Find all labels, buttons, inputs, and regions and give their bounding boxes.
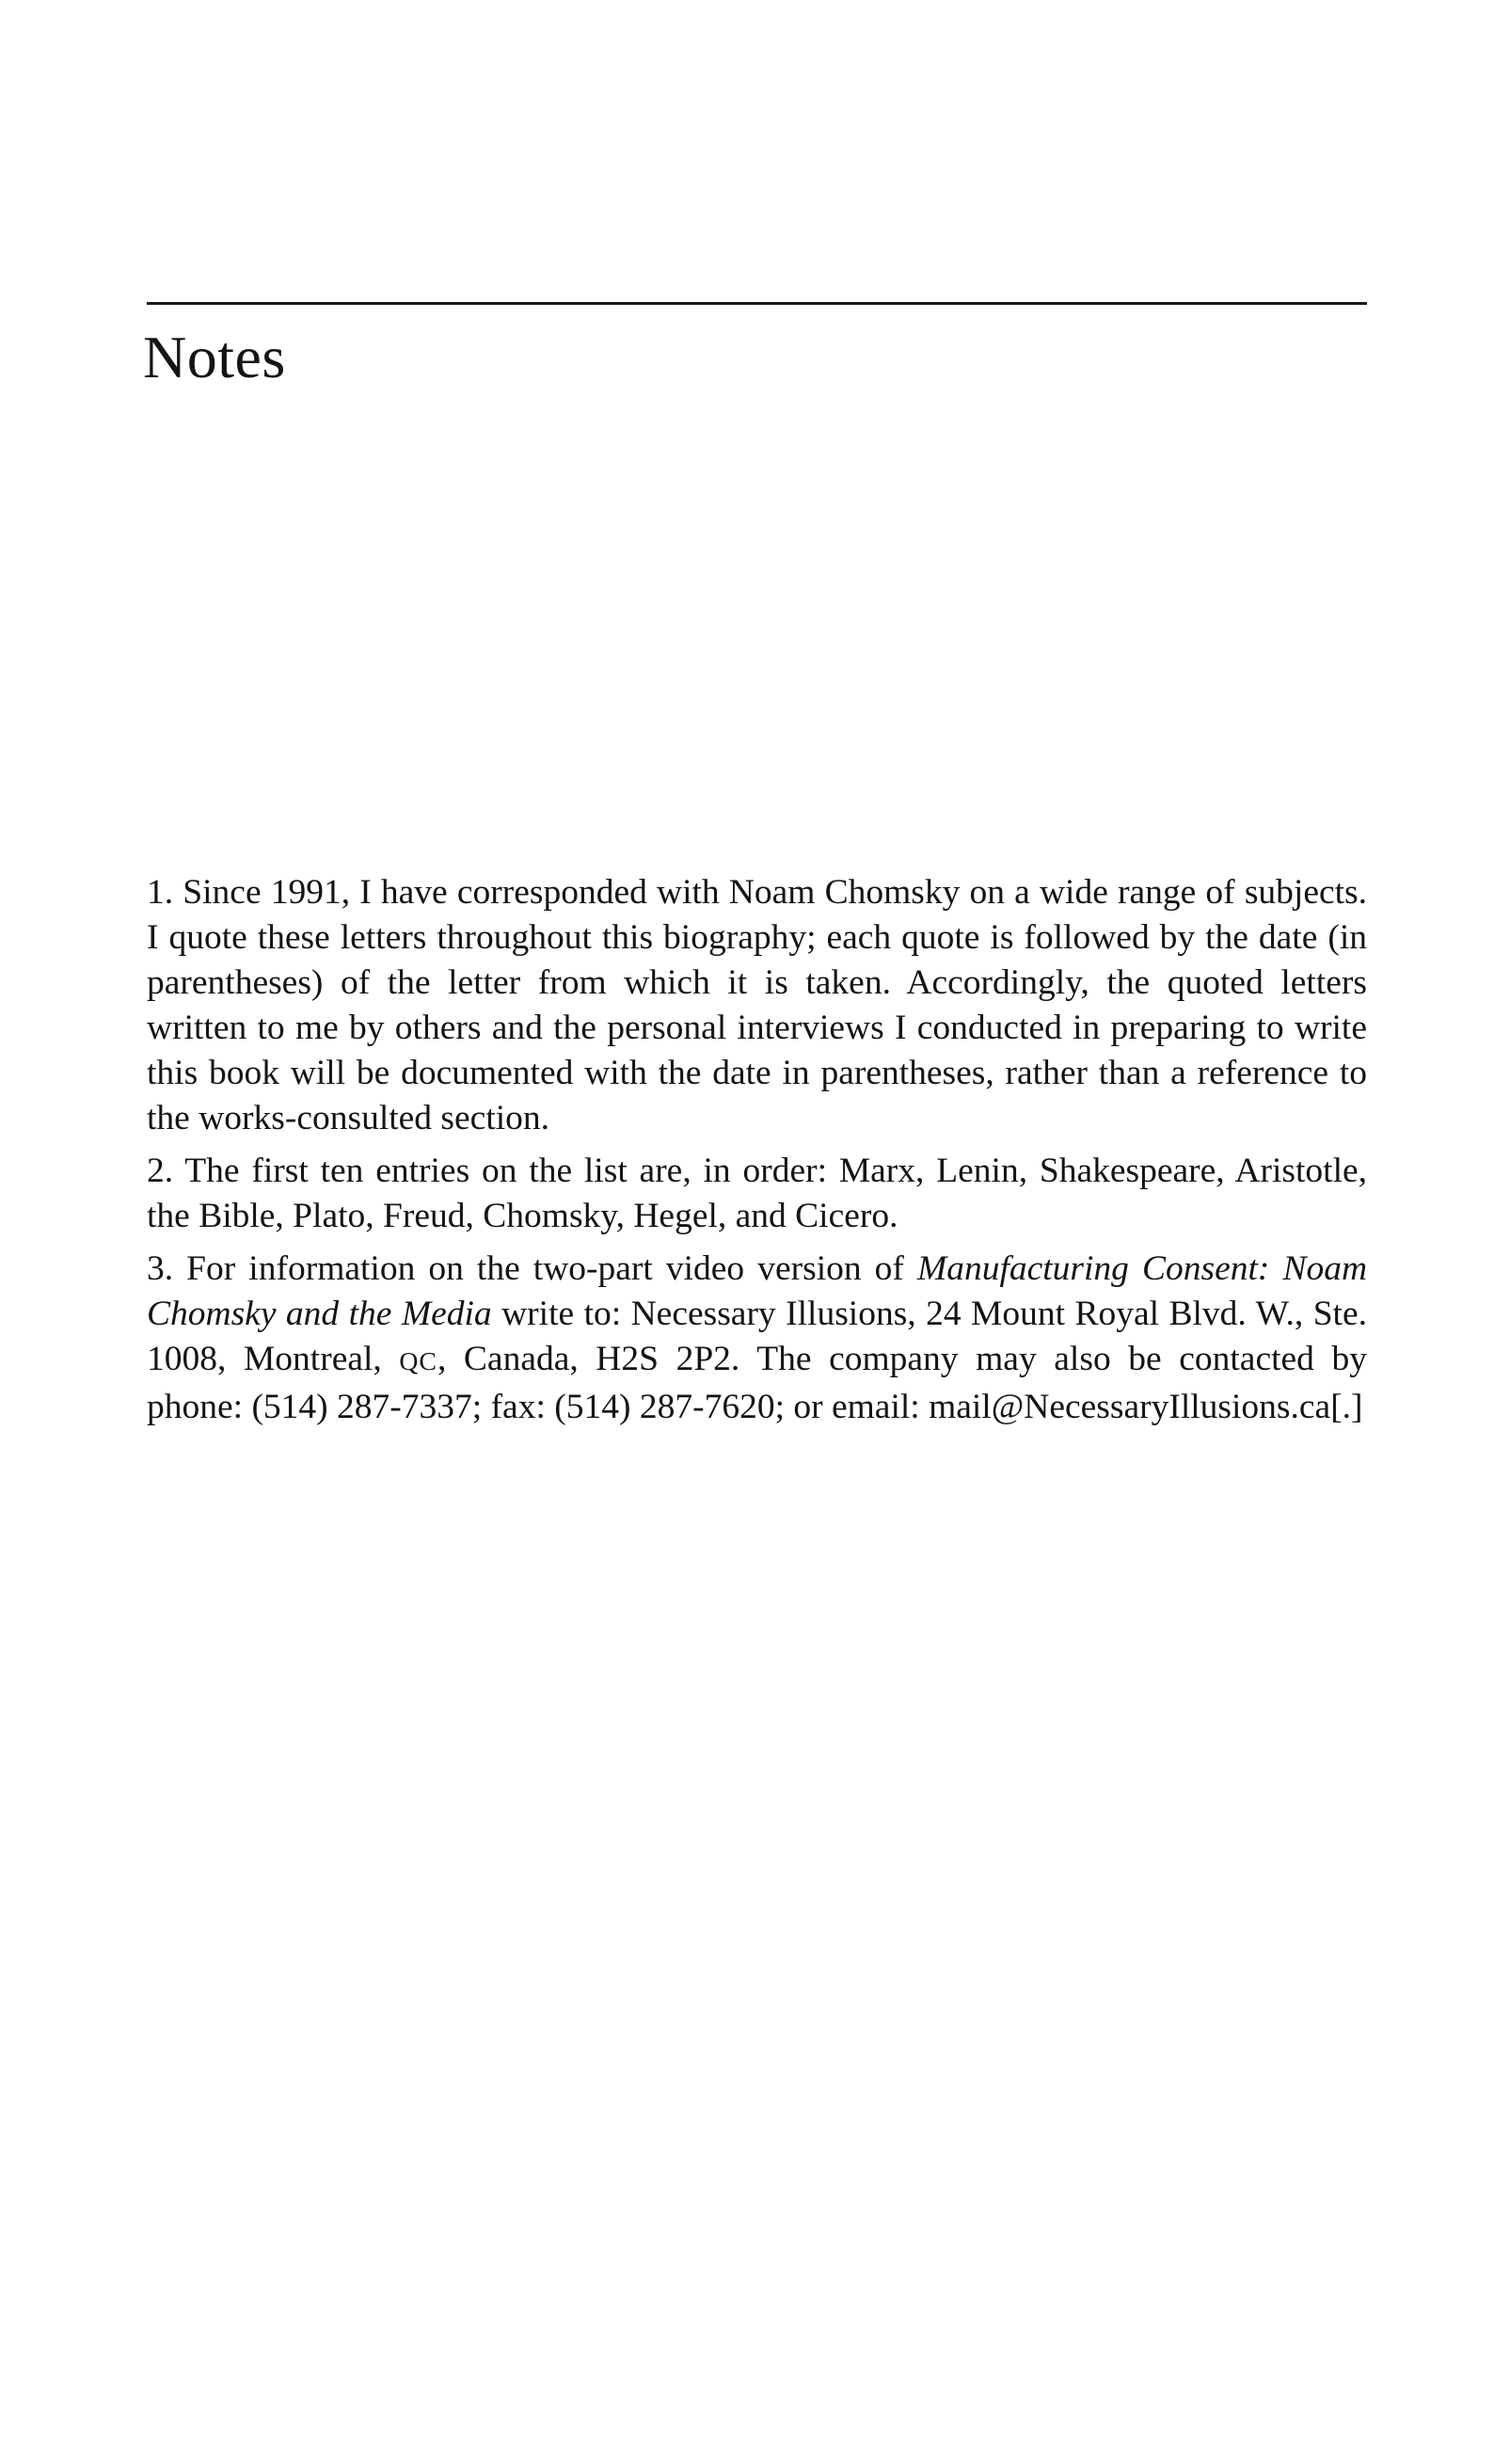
province-abbreviation: QC — [399, 1347, 437, 1376]
note-2 — [147, 1149, 1367, 1239]
note-text: Since 1991, I have corresponded with Noam Chomsky on a wide range of subjects. I quote these letters throughout this biography; each quote is followed by the date (in parentheses) of the letter from which it is taken. Accordingly, the quoted letters written to me by others and the personal interviews I conducted in preparing to write this book will be documented with the date in parentheses, rather than a reference to the works-consulted section. — [147, 873, 1368, 1137]
note-3 — [147, 1247, 1367, 1430]
video-title-part-2: Noam Chomsky and the Media — [147, 1249, 1368, 1333]
note-text: For information on the two-part video version of — [186, 1249, 904, 1288]
note-1 — [147, 870, 1367, 1141]
note-text: write to: Necessary Illusions, 24 Mount Royal Blvd. W., Ste. 1008, Montreal, — [147, 1295, 1367, 1378]
note-number: 2. — [147, 1152, 174, 1190]
notes-list — [147, 870, 1367, 1438]
video-title-part-1: Manufacturing Consent: — [916, 1249, 1270, 1288]
note-text: The first ten entries on the list are, in order: Marx, Lenin, Shakespeare, Aristotle, the Bible, Plato, Freud, Chomsky, Hegel, and Cicero. — [147, 1152, 1368, 1235]
note-number: 3. — [147, 1249, 174, 1288]
note-number: 1. — [147, 873, 174, 912]
chapter-title: Notes — [143, 324, 286, 390]
chapter-rule — [147, 302, 1367, 305]
note-text-end: , Canada, H2S 2P2. The company may also be contacted by phone: (514) 287-7337; fax: (514) 287-7620; or email: mail@NecessaryIllusions.ca[.] — [147, 1340, 1367, 1426]
